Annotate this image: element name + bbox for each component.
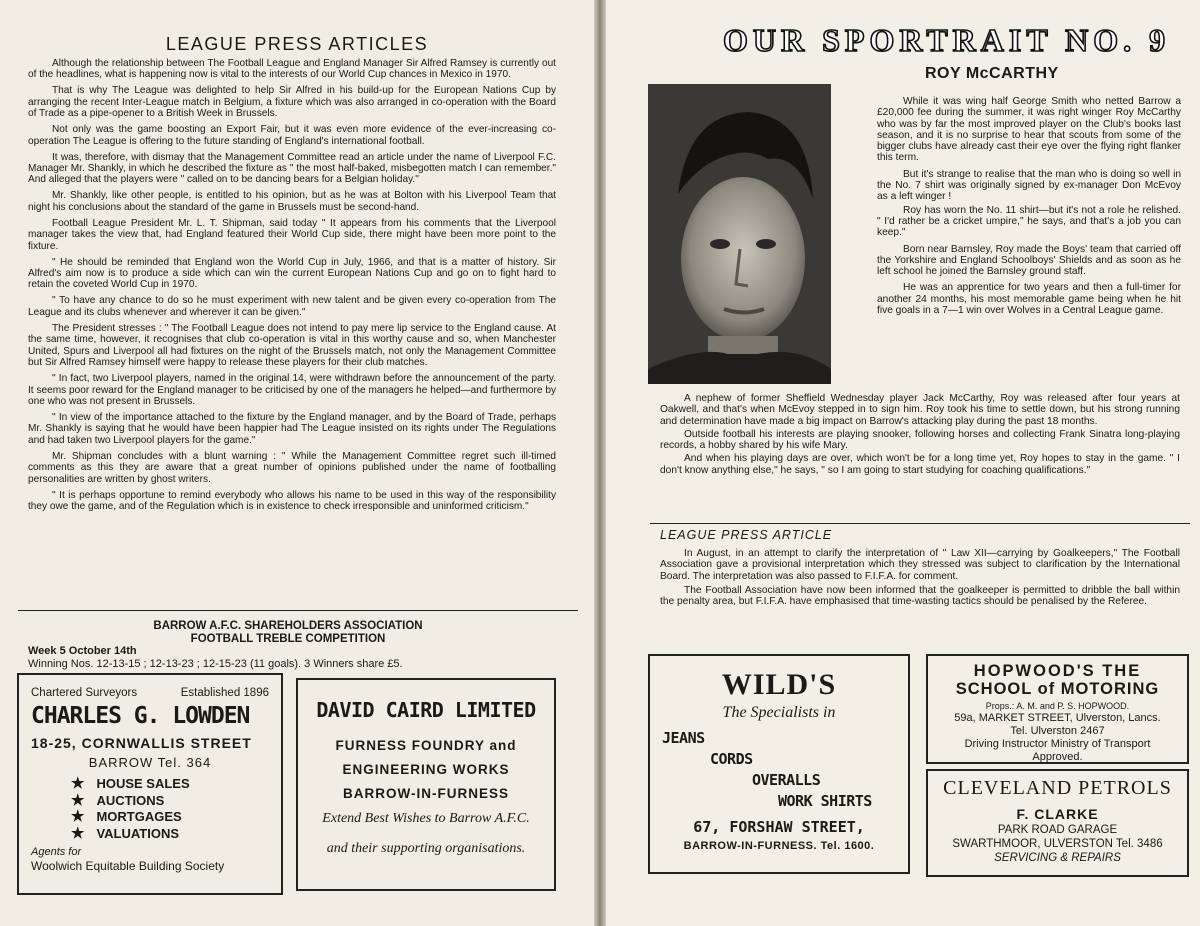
ad-wilds-item: JEANS	[662, 729, 705, 747]
ad-lowden-service: ★ MORTGAGES	[71, 809, 269, 826]
divider	[18, 610, 578, 611]
ad-hopwood-line-1: Driving Instructor Ministry of Transport	[964, 738, 1151, 750]
ad-wilds-item: OVERALLS	[752, 771, 821, 789]
ad-lowden-service: ★ HOUSE SALES	[71, 776, 269, 793]
sportrait-paragraph: While it was wing half George Smith who netted Barrow a £20,000 fee during the summer, it was right winger Roy McCarthy who was by far the most improved player on the Club's books last season, and it is no surprise to hear that scouts from some of the bigger clubs have already cast their eye over the flying right flanker this term.	[877, 96, 1181, 164]
league-press-articles-heading: LEAGUE PRESS ARTICLES	[165, 34, 429, 54]
press-paragraph: The Football Association have now been informed that the goalkeeper is permitted to dribble the ball within the penalty area, but F.I.F.A. have emphasised that time-wasting tactics should be penalised by the Referee.	[660, 584, 1180, 608]
sportrait-paragraph: Born near Barnsley, Roy made the Boys' team that carried off the Yorkshire and England Schoolboys' Shields and as soon as he left school he joined the Barnsley ground staff.	[877, 243, 1181, 278]
ad-wilds-item: WORK SHIRTS	[778, 792, 872, 810]
ad-caird-line-2: ENGINEERING WORKS	[342, 762, 510, 777]
article-paragraph: Not only was the game boosting an Export Fair, but it was even more evidence of the ever-increasing co-operation The League is offering to the future standing of England's international football.	[28, 124, 556, 147]
competition-line-2: FOOTBALL TREBLE COMPETITION	[190, 633, 386, 645]
ad-hopwoods	[926, 654, 1189, 764]
ad-lowden-established: Established 1896	[180, 687, 269, 699]
sportrait-paragraph: A nephew of former Sheffield Wednesday player Jack McCarthy, Roy was released after four years at Oakwell, and that's when McEvoy stepped in to sign him. Roy took his time to settle down, but his strong running and determination have made a big impact on Barrow's attacking play during the past 18 months.	[660, 393, 1180, 427]
ad-caird-line-3: BARROW-IN-FURNESS	[343, 786, 509, 801]
article-paragraph: Mr. Shankly, like other people, is entitled to his opinion, but as he was at Bolton with his Liverpool Team that night his conclusions about the standard of the game in Brussels must be second-hand.	[28, 190, 556, 213]
article-paragraph: Although the relationship between The Football League and England Manager Sir Alfred Ramsey is currently out of the headlines, what is happening now is vital to the interests of our World Cup chances in Mexico in 1970.	[28, 58, 556, 81]
league-press-article-text	[660, 548, 1180, 610]
ad-wilds	[648, 654, 910, 874]
ad-caird-name: DAVID CAIRD LIMITED	[316, 698, 536, 722]
ad-lowden-tel: BARROW Tel. 364	[88, 755, 212, 770]
ad-cleveland-name: CLEVELAND PETROLS	[943, 777, 1172, 799]
ad-wilds-item: CORDS	[710, 750, 753, 768]
sportrait-heading: OUR SPORTRAIT NO. 9	[723, 22, 1171, 58]
sportrait-paragraph: Roy has worn the No. 11 shirt—but it's not a role he relished. " I'd rather be a cricket umpire," he says, and that's a job you can keep."	[877, 204, 1181, 239]
article-paragraph: " It is perhaps opportune to remind everybody who allows his name to be used in this way of the responsibility they owe the game, and of the Regulation which is in existence to check irresponsible and uninformed criticism."	[28, 489, 556, 512]
ad-lowden-agents: Agents for	[31, 846, 82, 858]
ad-lowden-services	[71, 776, 269, 842]
sportrait-column	[877, 96, 1181, 321]
ad-hopwood-tel: Tel. Ulverston 2467	[1010, 725, 1105, 737]
ad-david-caird	[296, 678, 556, 891]
ad-hopwood-line-2: Approved.	[1032, 751, 1083, 763]
article-paragraph: " In fact, two Liverpool players, named in the original 14, were withdrawn before the announcement of the party. It seems poor reward for the England manager to be criticised by one of the managers he helped—and furthermore by one who was not present in Brussels.	[28, 373, 556, 407]
ad-hopwood-address: 59a, MARKET STREET, Ulverston, Lancs.	[954, 712, 1161, 724]
ad-cleveland-petrols	[926, 769, 1189, 877]
article-paragraph: It was, therefore, with dismay that the Management Committee read an article under the name of Liverpool F.C. Manager Mr. Shankly, in which he described the fixture as " the most half-baked, misbegotten match I can remember." And alleged that the players were " called on to be dancing bears for a Belgian holiday."	[28, 151, 556, 186]
ad-cleveland-garage: PARK ROAD GARAGE	[997, 824, 1118, 836]
article-paragraph: That is why The League was delighted to help Sir Alfred in his build-up for the European Nations Cup by arranging the recent Inter-League match in Belgium, a fixture which was also arranged in co-operation with the Board of Trade as a pipe-opener to a British Week in Brussels.	[28, 85, 556, 120]
competition-line-1: BARROW A.F.C. SHAREHOLDERS ASSOCIATION	[153, 620, 423, 632]
ad-lowden-service: ★ AUCTIONS	[71, 793, 269, 810]
ad-lowden-address: 18-25, CORNWALLIS STREET	[31, 735, 252, 751]
ad-caird-line-5: and their supporting organisations.	[326, 841, 526, 856]
press-paragraph: In August, in an attempt to clarify the interpretation of " Law XII—carrying by Goalkeepers," The Football Association gave a provisional interpretation which they stressed was subject to clarification by the International Board. The interpretation was also passed to F.I.F.A. for comment.	[660, 548, 1180, 582]
ad-wilds-name: WILD'S	[721, 668, 837, 701]
competition-heading	[28, 620, 548, 646]
ad-cleveland-address: SWARTHMOOR, ULVERSTON Tel. 3486	[952, 838, 1163, 850]
league-press-article-body	[28, 58, 556, 517]
sportrait-paragraph: But it's strange to realise that the man who is doing so well in the No. 7 shirt was originally signed by ex-manager Don McEvoy as a left winger !	[877, 168, 1181, 203]
ad-wilds-town: BARROW-IN-FURNESS. Tel. 1600.	[683, 840, 875, 852]
article-paragraph: The President stresses : " The Football League does not intend to pay mere lip service to the England cause. At the same time, however, it recognises that club co-operation is vital in this worthy cause and so, when Manchester United, Spurs and Liverpool all had fixtures on the night of the Brussels match, not only the Management Committee but Sir Alfred Ramsey himself were happy to release these players for their club matches.	[28, 322, 556, 369]
ad-hopwood-name-1: HOPWOOD'S THE	[973, 662, 1142, 680]
ad-caird-line-4: Extend Best Wishes to Barrow A.F.C.	[322, 811, 530, 826]
article-paragraph: " To have any chance to do so he must experiment with new talent and be given every co-operation from The League and its clubs whenever and wherever it can be given."	[28, 295, 556, 318]
ad-charles-lowden	[17, 673, 283, 895]
competition-winning-numbers: Winning Nos. 12-13-15 ; 12-13-23 ; 12-15-23 (11 goals). 3 Winners share £5.	[28, 658, 403, 670]
ad-hopwood-props: Props.: A. M. and P. S. HOPWOOD.	[985, 701, 1130, 711]
ad-caird-line-1: FURNESS FOUNDRY and	[335, 738, 517, 753]
player-portrait-photo	[648, 84, 831, 384]
sportrait-paragraph: He was an apprentice for two years and then a full-timer for another 24 months, his most memorable game being when he hit five goals in a 7—1 win over Wolves in a Central League game.	[877, 282, 1181, 317]
ad-cleveland-owner: F. CLARKE	[1016, 806, 1099, 822]
page-gutter	[594, 0, 606, 926]
article-paragraph: Mr. Shipman concludes with a blunt warning : " While the Management Committee regret such ill-timed comments as this they are aware that a great number of opinions published under the name of footballing personalities are written by ghost writers.	[28, 450, 556, 485]
sportrait-paragraph: And when his playing days are over, which won't be for a long time yet, Roy hopes to stay in the game. " I don't know anything else," he says, " so I am going to start studying for coaching qualifications."	[660, 453, 1180, 476]
sportrait-wide-text	[660, 393, 1180, 478]
sportrait-paragraph: Outside football his interests are playing snooker, following horses and collecting Frank Sinatra long-playing records, a hobby shared by his wife Mary.	[660, 428, 1180, 452]
article-paragraph: " He should be reminded that England won the World Cup in July, 1966, and that is a matter of history. Sir Alfred's aim now is to produce a side which can win the current European Nations Cup and go on to fight hard to retain the coveted World Cup in 1970.	[28, 256, 556, 291]
ad-cleveland-services: SERVICING & REPAIRS	[994, 852, 1121, 864]
left-page	[0, 0, 594, 926]
ad-lowden-name: CHARLES G. LOWDEN	[31, 703, 250, 729]
league-press-article-heading: LEAGUE PRESS ARTICLE	[660, 528, 833, 542]
portrait-illustration	[648, 84, 831, 384]
competition-results	[28, 645, 403, 671]
ad-wilds-tagline: The Specialists in	[722, 704, 836, 721]
article-paragraph: Football League President Mr. L. T. Shipman, said today " It appears from his comments that the Liverpool manager takes the view that, had England featured their World Cup side, there might have been more point to the fixture.	[28, 217, 556, 252]
ad-hopwood-name-2: SCHOOL of MOTORING	[955, 680, 1160, 698]
ad-lowden-society: Woolwich Equitable Building Society	[31, 859, 225, 873]
ad-lowden-service: ★ VALUATIONS	[71, 826, 269, 843]
ad-wilds-address: 67, FORSHAW STREET,	[693, 818, 865, 836]
ad-lowden-profession: Chartered Surveyors	[31, 687, 138, 699]
competition-week: Week 5 October 14th	[28, 645, 137, 657]
player-name-heading: ROY McCARTHY	[925, 65, 1059, 82]
divider	[650, 523, 1190, 524]
article-paragraph: " In view of the importance attached to the fixture by the England manager, and by the Board of Trade, perhaps Mr. Shankly is saying that he would have been happier had The League insisted on its rights under The Regulations and had taken two Liverpool players for the game."	[28, 411, 556, 446]
